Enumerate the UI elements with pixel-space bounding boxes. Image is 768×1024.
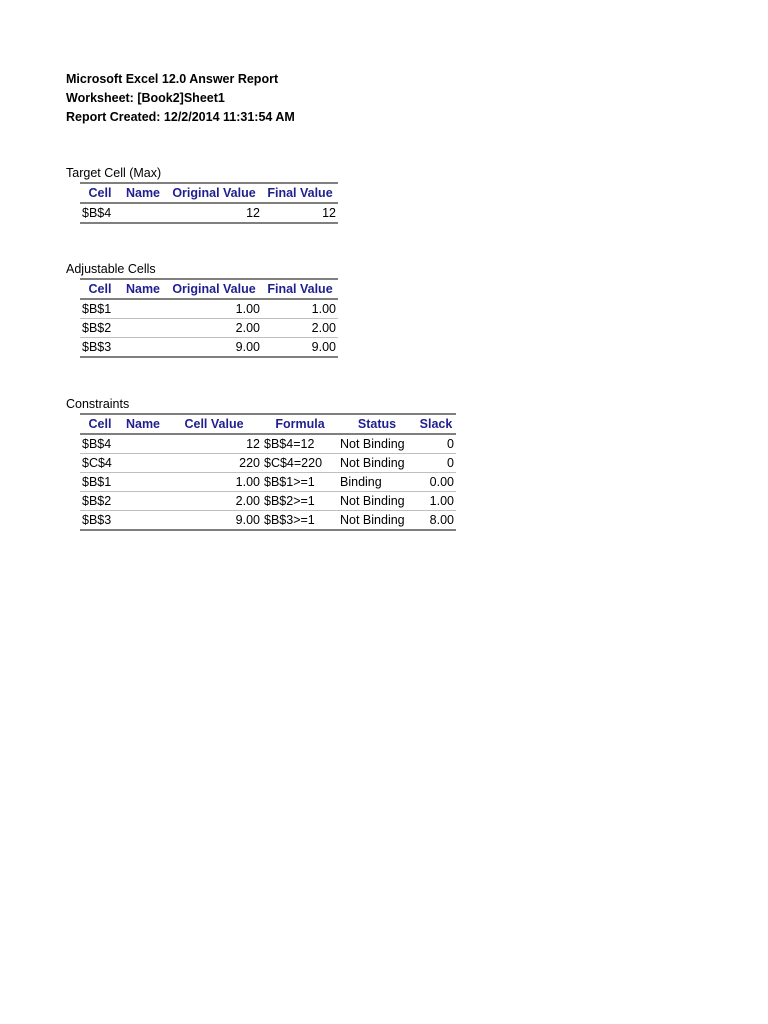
constraints-section	[66, 395, 456, 531]
slack: 0	[416, 434, 456, 454]
table-row	[80, 434, 456, 454]
column-header-original-value: Original Value	[166, 279, 262, 299]
cell-name	[120, 299, 166, 319]
cell-name	[120, 338, 166, 358]
column-header-final-value: Final Value	[262, 279, 338, 299]
table-row	[80, 338, 338, 358]
slack: 0.00	[416, 473, 456, 492]
constraints-table	[80, 413, 456, 531]
cell-ref: $B$3	[80, 338, 120, 358]
target-cell-section	[66, 164, 338, 224]
original-value: 1.00	[166, 299, 262, 319]
cell-ref: $B$1	[80, 299, 120, 319]
formula: $B$3>=1	[262, 511, 338, 531]
cell-ref: $B$2	[80, 319, 120, 338]
column-header-cell-value: Cell Value	[166, 414, 262, 434]
table-row	[80, 492, 456, 511]
target-cell-table	[80, 182, 338, 224]
table-row	[80, 203, 338, 223]
column-header-original-value: Original Value	[166, 183, 262, 203]
cell-name	[120, 319, 166, 338]
original-value: 12	[166, 203, 262, 223]
column-header-name: Name	[120, 414, 166, 434]
report-header	[66, 70, 295, 127]
cell-name	[120, 454, 166, 473]
cell-ref: $B$4	[80, 203, 120, 223]
cell-value: 1.00	[166, 473, 262, 492]
final-value: 9.00	[262, 338, 338, 358]
cell-value: 2.00	[166, 492, 262, 511]
cell-ref: $B$4	[80, 434, 120, 454]
report-title: Microsoft Excel 12.0 Answer Report	[66, 72, 279, 86]
status: Not Binding	[338, 454, 416, 473]
formula: $B$4=12	[262, 434, 338, 454]
cell-ref: $C$4	[80, 454, 120, 473]
report-created-label: Report Created: 12/2/2014 11:31:54 AM	[66, 110, 295, 124]
table-row	[80, 473, 456, 492]
final-value: 12	[262, 203, 338, 223]
cell-ref: $B$3	[80, 511, 120, 531]
formula: $B$1>=1	[262, 473, 338, 492]
status: Not Binding	[338, 434, 416, 454]
original-value: 9.00	[166, 338, 262, 358]
status: Not Binding	[338, 492, 416, 511]
cell-ref: $B$1	[80, 473, 120, 492]
slack: 1.00	[416, 492, 456, 511]
status: Not Binding	[338, 511, 416, 531]
column-header-cell: Cell	[80, 279, 120, 299]
cell-value: 9.00	[166, 511, 262, 531]
original-value: 2.00	[166, 319, 262, 338]
constraints-title: Constraints	[66, 397, 130, 411]
cell-value: 220	[166, 454, 262, 473]
status: Binding	[338, 473, 416, 492]
table-row	[80, 454, 456, 473]
table-row	[80, 299, 338, 319]
cell-name	[120, 434, 166, 454]
adjustable-cells-section	[66, 260, 338, 358]
worksheet-label: Worksheet: [Book2]Sheet1	[66, 91, 225, 105]
column-header-cell: Cell	[80, 183, 120, 203]
slack: 8.00	[416, 511, 456, 531]
cell-name	[120, 511, 166, 531]
column-header-name: Name	[120, 183, 166, 203]
final-value: 1.00	[262, 299, 338, 319]
column-header-name: Name	[120, 279, 166, 299]
table-row	[80, 511, 456, 531]
column-header-status: Status	[338, 414, 416, 434]
table-row	[80, 319, 338, 338]
cell-name	[120, 203, 166, 223]
column-header-formula: Formula	[262, 414, 338, 434]
formula: $C$4=220	[262, 454, 338, 473]
cell-name	[120, 473, 166, 492]
column-header-slack: Slack	[416, 414, 456, 434]
final-value: 2.00	[262, 319, 338, 338]
column-header-final-value: Final Value	[262, 183, 338, 203]
adjustable-cells-title: Adjustable Cells	[66, 262, 156, 276]
column-header-cell: Cell	[80, 414, 120, 434]
target-cell-title: Target Cell (Max)	[66, 166, 162, 180]
adjustable-cells-table	[80, 278, 338, 358]
cell-value: 12	[166, 434, 262, 454]
formula: $B$2>=1	[262, 492, 338, 511]
cell-name	[120, 492, 166, 511]
cell-ref: $B$2	[80, 492, 120, 511]
slack: 0	[416, 454, 456, 473]
